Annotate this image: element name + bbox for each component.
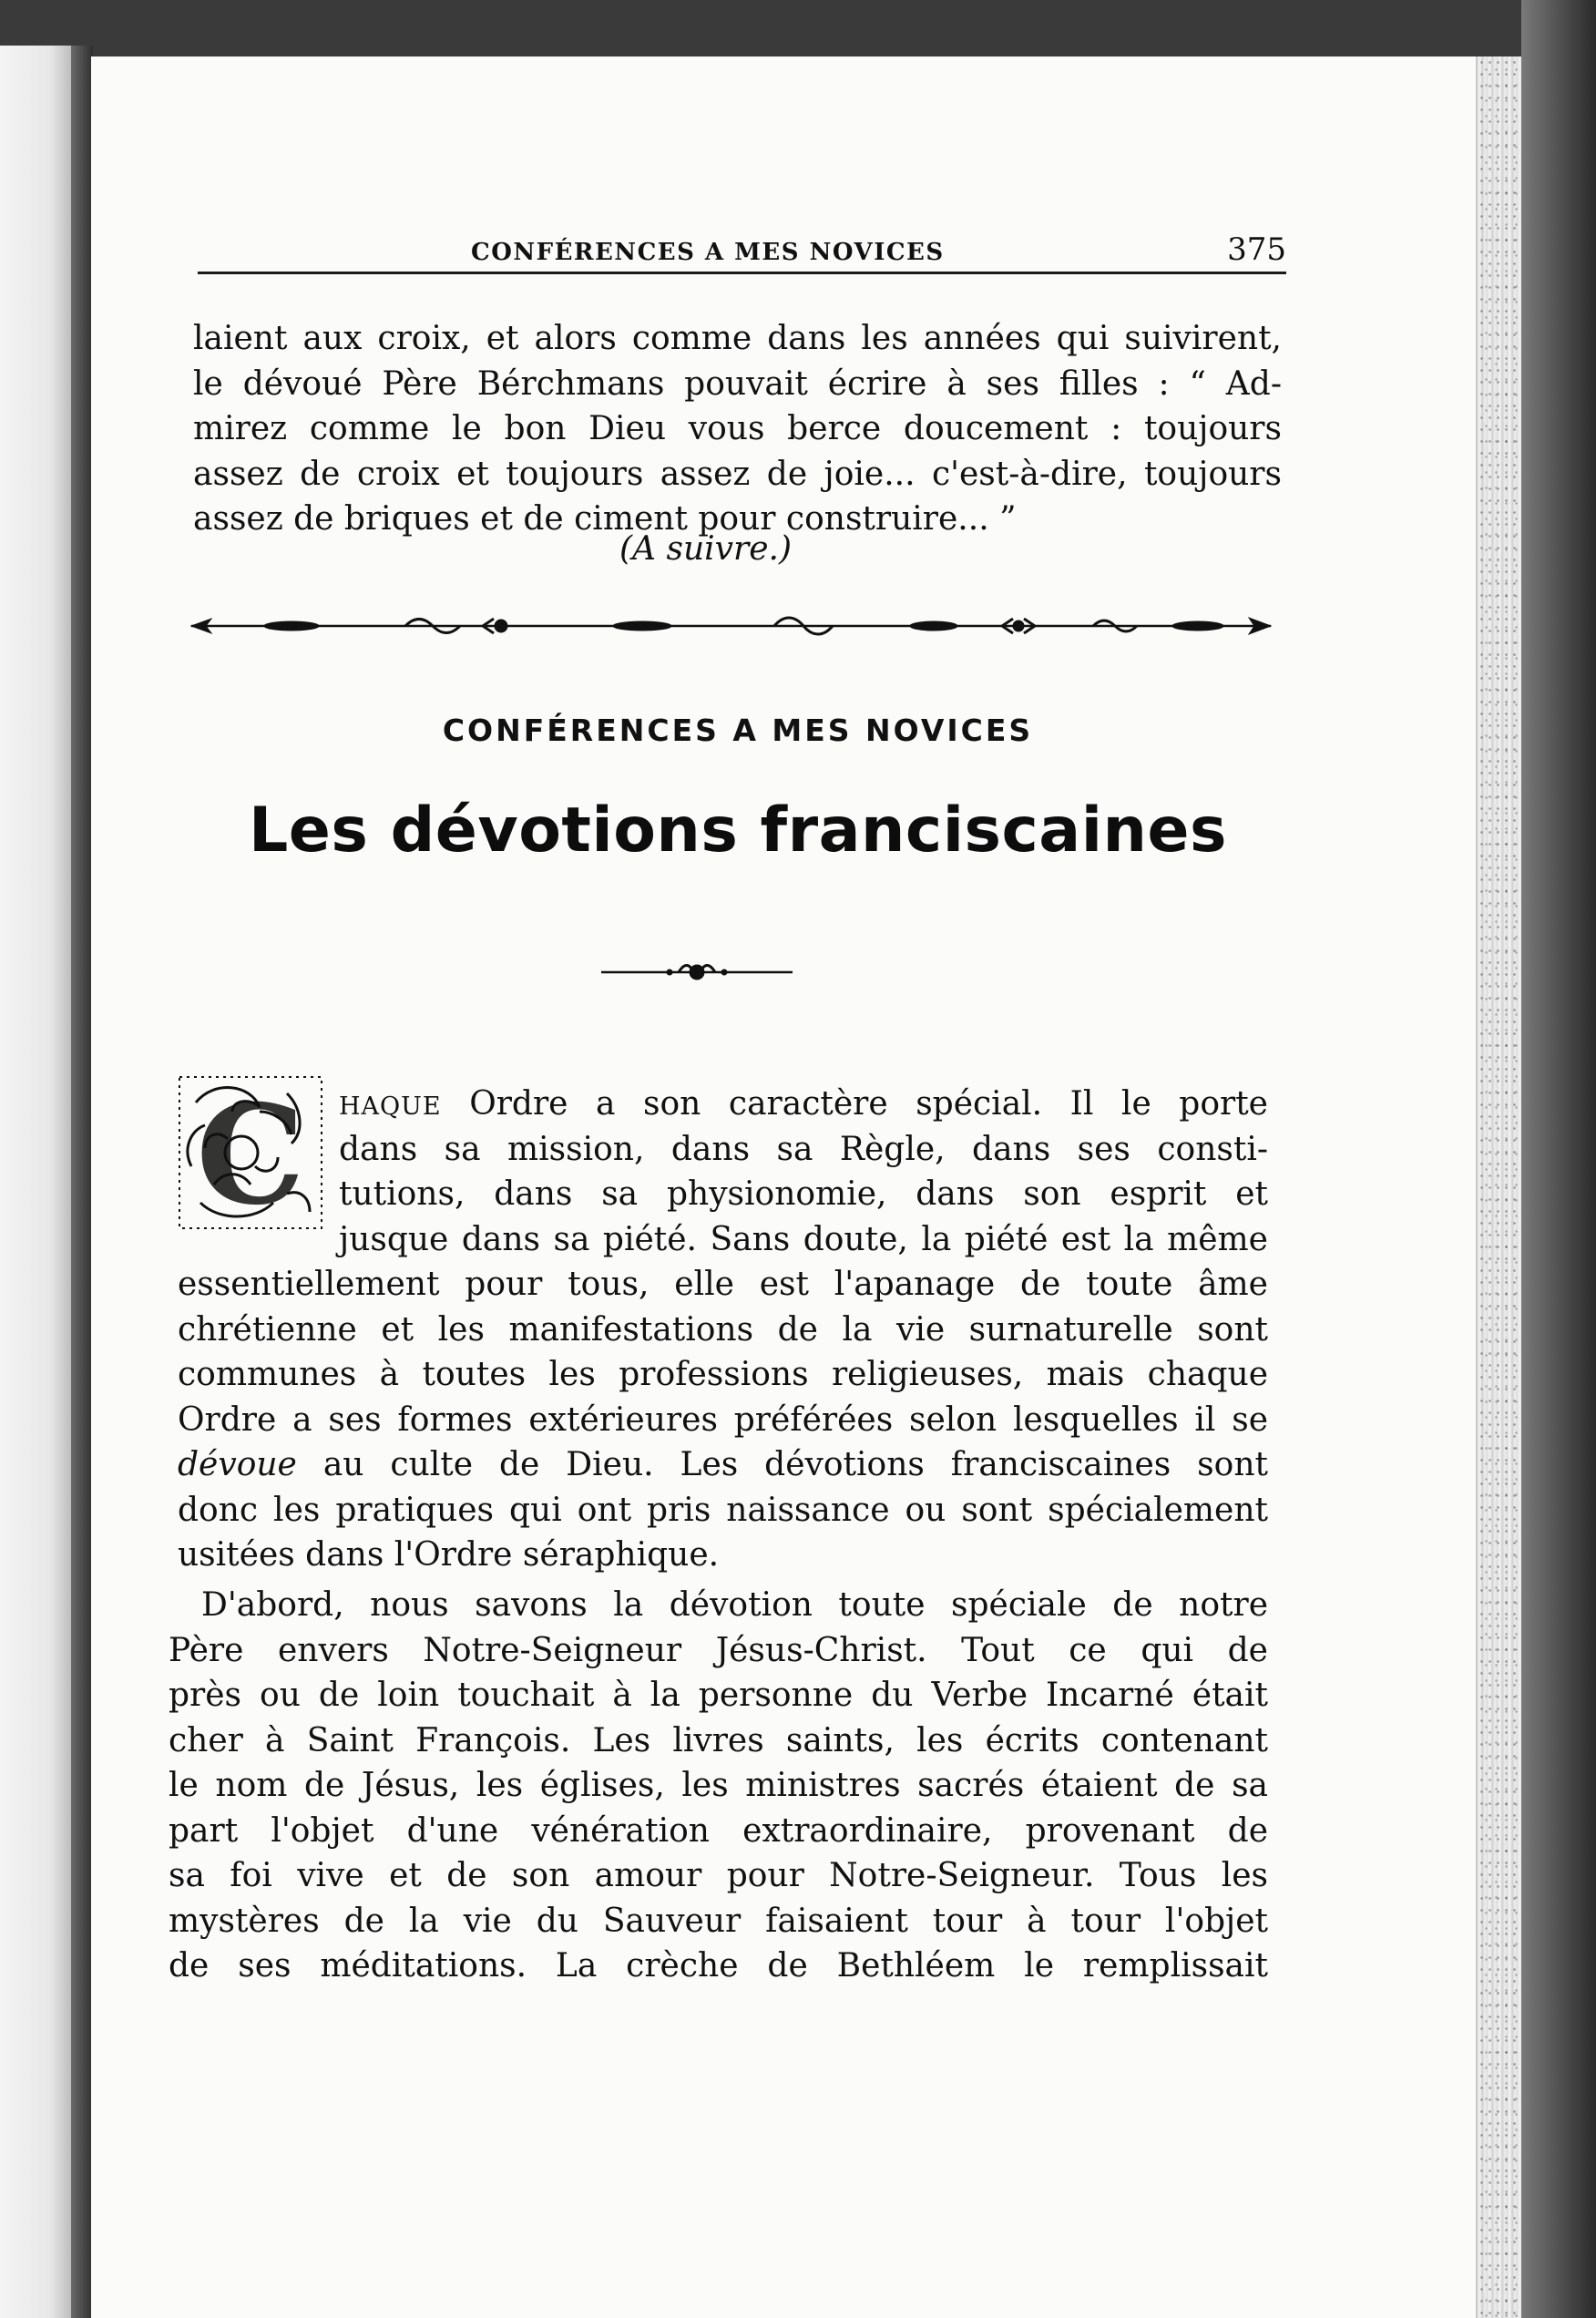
text-line: cher à Saint François. Les livres saints, les écrits contenant bbox=[169, 1721, 1268, 1759]
text-line: chrétienne et les manifestations de la vie surnaturelle sont bbox=[178, 1310, 1268, 1349]
title-ornament-graphic bbox=[597, 959, 797, 986]
text-run: Ordre a son caractère spécial. Il le porte bbox=[469, 1085, 1268, 1123]
text-line: communes à toutes les professions religieuses, mais chaque bbox=[178, 1356, 1268, 1393]
article-title: Les dévotions franciscaines bbox=[248, 795, 1228, 867]
page-edge-shadow bbox=[1521, 0, 1596, 2318]
page-number: 375 bbox=[1227, 231, 1286, 268]
text-line: laient aux croix, et alors comme dans les années qui suivirent, bbox=[193, 320, 1282, 357]
text-line: Père envers Notre-Seigneur Jésus-Christ. Tout ce qui de bbox=[169, 1631, 1268, 1669]
text-line: Ordre a ses formes extérieures préférées selon lesquelles il se bbox=[178, 1400, 1268, 1439]
text-run: au culte de Dieu. Les dévotions franciscaines sont bbox=[322, 1446, 1268, 1483]
text-line: donc les pratiques qui ont pris naissance ou sont spécialement bbox=[178, 1491, 1268, 1529]
section-heading: CONFÉRENCES A MES NOVICES bbox=[442, 713, 1034, 748]
drop-cap-letter: C bbox=[196, 1075, 305, 1230]
text-line: de ses méditations. La crèche de Bethléem le remplissait bbox=[169, 1947, 1268, 1985]
to-be-continued-note: (A suivre.) bbox=[619, 530, 792, 568]
text-line bbox=[339, 1082, 1268, 1127]
ornamental-rule-graphic bbox=[182, 608, 1284, 644]
text-line: part l'objet d'une vénération extraordinaire, provenant de bbox=[169, 1811, 1268, 1850]
carry-over-paragraph bbox=[193, 316, 1282, 542]
drop-cap-initial bbox=[178, 1075, 323, 1230]
ornamental-rule bbox=[182, 608, 1284, 649]
text-line: essentiellement pour tous, elle est l'apanage de toute âme bbox=[178, 1266, 1268, 1303]
text-line: tutions, dans sa physionomie, dans son esprit et bbox=[339, 1175, 1268, 1213]
text-line: le dévoué Père Bérchmans pouvait écrire à ses filles : “ Ad- bbox=[193, 364, 1282, 403]
gutter-shadow bbox=[71, 46, 93, 2318]
text-line: D'abord, nous savons la dévotion toute spéciale de notre bbox=[201, 1586, 1268, 1624]
small-caps-word: HAQUE bbox=[339, 1092, 442, 1121]
text-line: sa foi vive et de son amour pour Notre-Seigneur. Tous les bbox=[169, 1857, 1268, 1894]
paragraph-1-opening bbox=[339, 1082, 1268, 1262]
drop-cap-graphic bbox=[178, 1075, 323, 1230]
paragraph-1-body bbox=[178, 1262, 1268, 1578]
text-line: assez de croix et toujours assez de joie... c'est-à-dire, toujours bbox=[193, 455, 1282, 493]
text-line bbox=[178, 1442, 1268, 1488]
text-line: mystères de la vie du Sauveur faisaient tour à tour l'objet bbox=[169, 1902, 1268, 1940]
title-ornament bbox=[597, 959, 797, 990]
running-head bbox=[198, 226, 1286, 274]
facing-page-edge bbox=[0, 46, 71, 2318]
book-page bbox=[91, 56, 1476, 2318]
text-line: mirez comme le bon Dieu vous berce doucement : toujours bbox=[193, 410, 1282, 447]
text-line: jusque dans sa piété. Sans doute, la piété est la même bbox=[339, 1220, 1268, 1258]
text-line: le nom de Jésus, les églises, les ministres sacrés étaient de sa bbox=[169, 1767, 1268, 1804]
text-line: près ou de loin touchait à la personne du Verbe Incarné était bbox=[169, 1677, 1268, 1714]
text-line: usitées dans l'Ordre séraphique. bbox=[178, 1536, 720, 1574]
running-head-title: CONFÉRENCES A MES NOVICES bbox=[471, 239, 945, 266]
text-line: assez de briques et de ciment pour construire... ” bbox=[193, 500, 1017, 538]
italic-word: dévoue bbox=[178, 1446, 297, 1483]
text-line: dans sa mission, dans sa Règle, dans ses consti- bbox=[339, 1130, 1268, 1168]
paragraph-2 bbox=[169, 1583, 1268, 1989]
